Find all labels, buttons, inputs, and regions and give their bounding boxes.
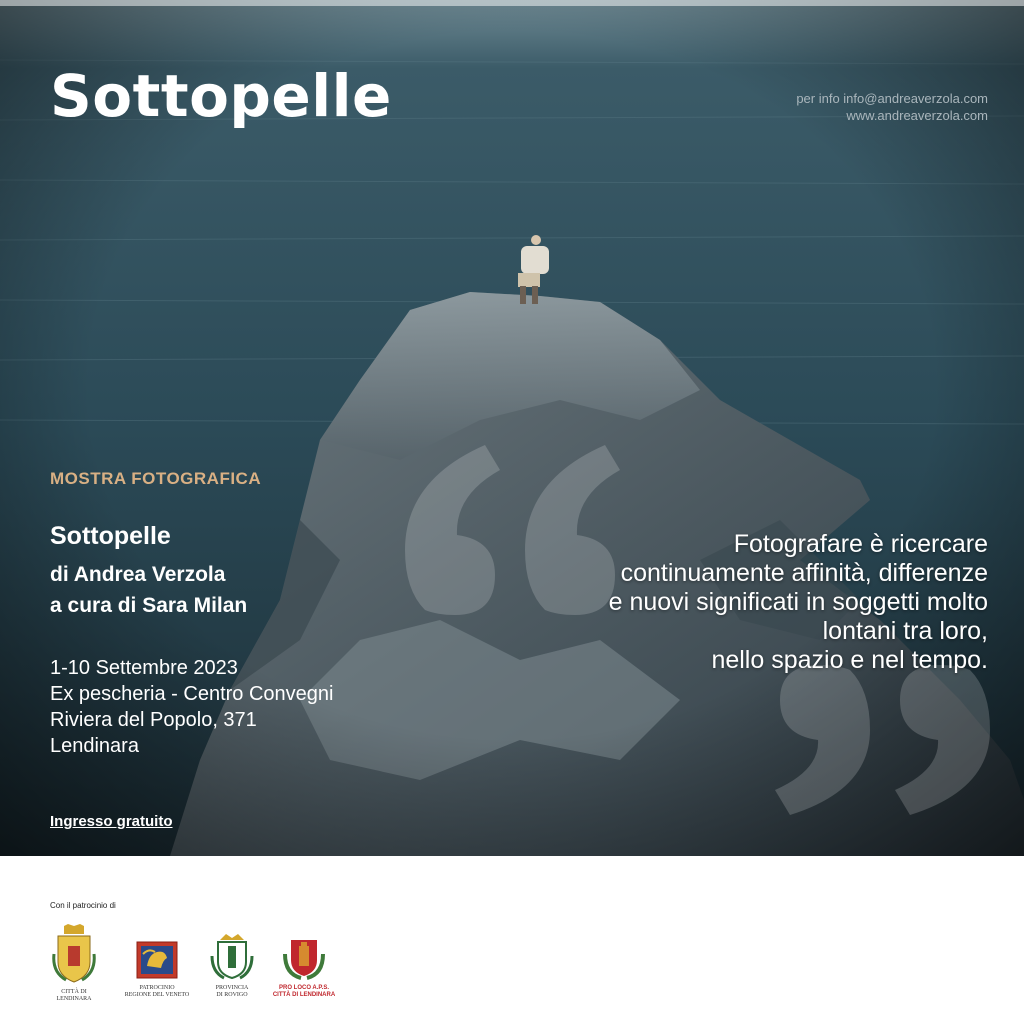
event-address: Riviera del Popolo, 371 (50, 709, 257, 731)
quote-line: e nuovi significati in soggetti molto (608, 588, 988, 616)
logo-caption: CITTÀ DI (61, 989, 87, 995)
event-dates: 1-10 Settembre 2023 (50, 657, 238, 679)
close-quote-icon (750, 660, 1000, 820)
quote-line: Fotografare è ricercare (733, 530, 988, 558)
proloco-lendinara-logo (272, 934, 336, 999)
patronage-label: Con il patrocinio di (50, 901, 116, 910)
veneto-lion-icon (135, 940, 179, 980)
quote-line: nello spazio e nel tempo. (711, 646, 988, 674)
lendinara-city-logo (42, 924, 106, 1003)
exhibition-title: Sottopelle (50, 522, 171, 550)
quote-line: lontani tra loro, (822, 617, 988, 645)
exhibition-kicker: MOSTRA FOTOGRAFICA (50, 469, 262, 488)
event-city: Lendinara (50, 735, 139, 757)
contact-website[interactable]: www.andreaverzola.com (846, 108, 988, 123)
artist-quote (428, 530, 988, 675)
exhibition-curator: a cura di Sara Milan (50, 594, 248, 617)
quote-line: continuamente affinità, differenze (620, 559, 988, 587)
city-crest-icon (52, 924, 96, 984)
province-crest-icon (210, 932, 254, 980)
event-venue: Ex pescheria - Centro Convegni (50, 683, 334, 705)
rovigo-province-logo (204, 932, 260, 999)
page-title: Sottopelle (50, 62, 392, 130)
proloco-crest-icon (281, 934, 327, 980)
exhibition-author: di Andrea Verzola (50, 563, 226, 586)
logo-caption: PRO LOCO A.P.S. (278, 985, 329, 991)
contact-email[interactable]: per info info@andreaverzola.com (796, 91, 988, 106)
veneto-region-logo (122, 940, 192, 999)
logo-caption: DI ROVIGO (216, 992, 248, 998)
logo-caption: PROVINCIA (215, 985, 249, 991)
contact-info (796, 90, 988, 124)
event-info (50, 655, 333, 759)
free-entry-link[interactable]: Ingresso gratuito (50, 813, 173, 830)
logo-caption: PATROCINIO (139, 985, 175, 991)
logo-caption: LENDINARA (56, 996, 92, 1002)
logo-caption: CITTÀ DI LENDINARA (272, 992, 336, 998)
logo-caption: REGIONE DEL VENETO (124, 992, 190, 998)
